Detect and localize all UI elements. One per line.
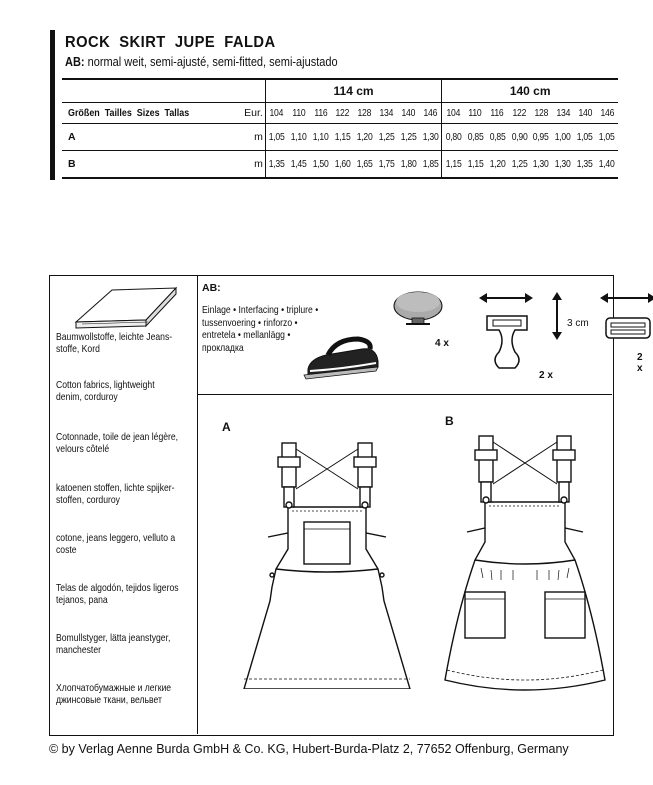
value-cell: 1,00	[555, 131, 571, 143]
value-cell: 1,50	[312, 158, 329, 170]
size-cell: 110	[292, 107, 306, 119]
fabric-notions-box	[49, 275, 643, 736]
value-cell: 1,40	[599, 158, 615, 170]
fabric-text-es: Telas de algodón, tejidos ligeros tejanos, pana	[56, 582, 179, 606]
value-cell: 1,30	[533, 158, 549, 170]
fabric-text-ru: Хлопчатобумажные и легкие джинсовые ткани, вельвет	[56, 682, 172, 706]
value-cell: 1,10	[290, 131, 307, 143]
row-label: A	[62, 124, 244, 151]
overall-hook-icon	[479, 290, 589, 390]
page-title: ROCK SKIRT JUPE FALDA	[65, 34, 276, 51]
size-cell: 116	[314, 107, 328, 119]
fabric-text-it: cotone, jeans leggero, velluto a coste	[56, 532, 176, 556]
value-cell: 1,30	[422, 131, 439, 143]
value-cell: 1,15	[334, 131, 351, 143]
size-cell: 128	[357, 107, 372, 119]
hook-size-note: 3 cm	[567, 318, 589, 329]
value-cell: 1,85	[422, 158, 439, 170]
value-cell: 1,25	[378, 131, 395, 143]
value-cell: 1,35	[577, 158, 593, 170]
size-cell: 104	[446, 107, 461, 119]
yardage-table	[62, 78, 618, 179]
table-row-a	[62, 124, 618, 151]
fabric-roll-icon	[72, 284, 182, 330]
view-a-label: A	[222, 420, 231, 434]
value-cell: 1,80	[400, 158, 417, 170]
unit-cell: m	[244, 151, 266, 179]
unit-cell: m	[244, 124, 266, 151]
value-cell: 1,30	[555, 158, 571, 170]
value-cell: 1,20	[489, 158, 506, 170]
value-cell: 1,75	[378, 158, 395, 170]
value-cell: 0,90	[511, 131, 528, 143]
value-cell: 0,85	[489, 131, 506, 143]
size-cell: 128	[534, 107, 548, 119]
table-row-b	[62, 151, 618, 179]
hook-quantity: 2 x	[539, 370, 553, 381]
value-cell: 1,05	[268, 131, 285, 143]
sizes-header-row	[62, 103, 618, 124]
value-cell: 1,15	[445, 158, 462, 170]
unit-header: Eur.	[244, 103, 266, 124]
copyright-footer: © by Verlag Aenne Burda GmbH & Co. KG, Hubert-Burda-Platz 2, 77652 Offenburg, Germany	[49, 742, 569, 756]
value-cell: 1,45	[290, 158, 307, 170]
value-cell: 1,60	[334, 158, 351, 170]
fabric-text-nl: katoenen stoffen, lichte spijker- stoffen, corduroy	[56, 482, 175, 506]
sizes-label: Größen Tailles Sizes Tallas	[68, 107, 190, 119]
fit-prefix: AB:	[65, 55, 85, 69]
width-header-row	[62, 79, 618, 103]
notions-panel	[197, 276, 643, 395]
fabric-column	[50, 276, 198, 734]
size-cell: 104	[269, 107, 284, 119]
width-114-header: 114 cm	[265, 79, 442, 103]
view-a-skirt-drawing	[232, 429, 422, 689]
value-cell: 1,35	[268, 158, 285, 170]
value-cell: 1,05	[599, 131, 615, 143]
size-cell: 146	[600, 107, 614, 119]
size-cell: 140	[578, 107, 592, 119]
fit-description	[65, 55, 338, 69]
size-cell: 116	[490, 107, 504, 119]
fabric-text-en: Cotton fabrics, lightweight denim, corduroy	[56, 379, 155, 403]
slide-buckle-icon	[600, 290, 653, 350]
button-quantity: 4 x	[435, 338, 449, 349]
fabric-text-de: Baumwollstoffe, leichte Jeans- stoffe, Kord	[56, 331, 173, 355]
value-cell: 0,85	[467, 131, 484, 143]
size-cell: 146	[423, 107, 438, 119]
view-b-skirt-drawing	[437, 422, 612, 702]
row-label: B	[62, 151, 244, 179]
value-cell: 0,80	[445, 131, 462, 143]
value-cell: 1,15	[467, 158, 484, 170]
width-140-header: 140 cm	[442, 79, 618, 103]
value-cell: 1,10	[312, 131, 329, 143]
notions-label: AB:	[202, 282, 221, 294]
fit-text: normal weit, semi-ajusté, semi-fitted, semi-ajustado	[84, 55, 338, 69]
value-cell: 1,20	[356, 131, 373, 143]
size-cell: 122	[512, 107, 526, 119]
jeans-button-icon	[392, 288, 444, 330]
size-cell: 122	[335, 107, 350, 119]
interfacing-text: Einlage • Interfacing • triplure • tussenvoering • rinforzo • entretela • mellanlägg • прокладка	[202, 304, 319, 354]
iron-icon	[302, 331, 382, 381]
value-cell: 0,95	[533, 131, 549, 143]
value-cell: 1,25	[511, 158, 528, 170]
value-cell: 1,65	[356, 158, 373, 170]
size-cell: 140	[401, 107, 416, 119]
header-accent-bar	[50, 30, 55, 180]
view-b-label: B	[445, 414, 454, 428]
size-cell: 134	[556, 107, 570, 119]
fabric-text-sv: Bomullstyger, lätta jeanstyger, manchester	[56, 632, 171, 656]
buckle-quantity: 2 x	[637, 352, 643, 374]
value-cell: 1,25	[400, 131, 417, 143]
fabric-text-fr: Cotonnade, toile de jean légère, velours côtelé	[56, 431, 179, 455]
value-cell: 1,05	[577, 131, 593, 143]
size-cell: 134	[379, 107, 394, 119]
garment-views	[197, 394, 612, 734]
size-cell: 110	[468, 107, 482, 119]
